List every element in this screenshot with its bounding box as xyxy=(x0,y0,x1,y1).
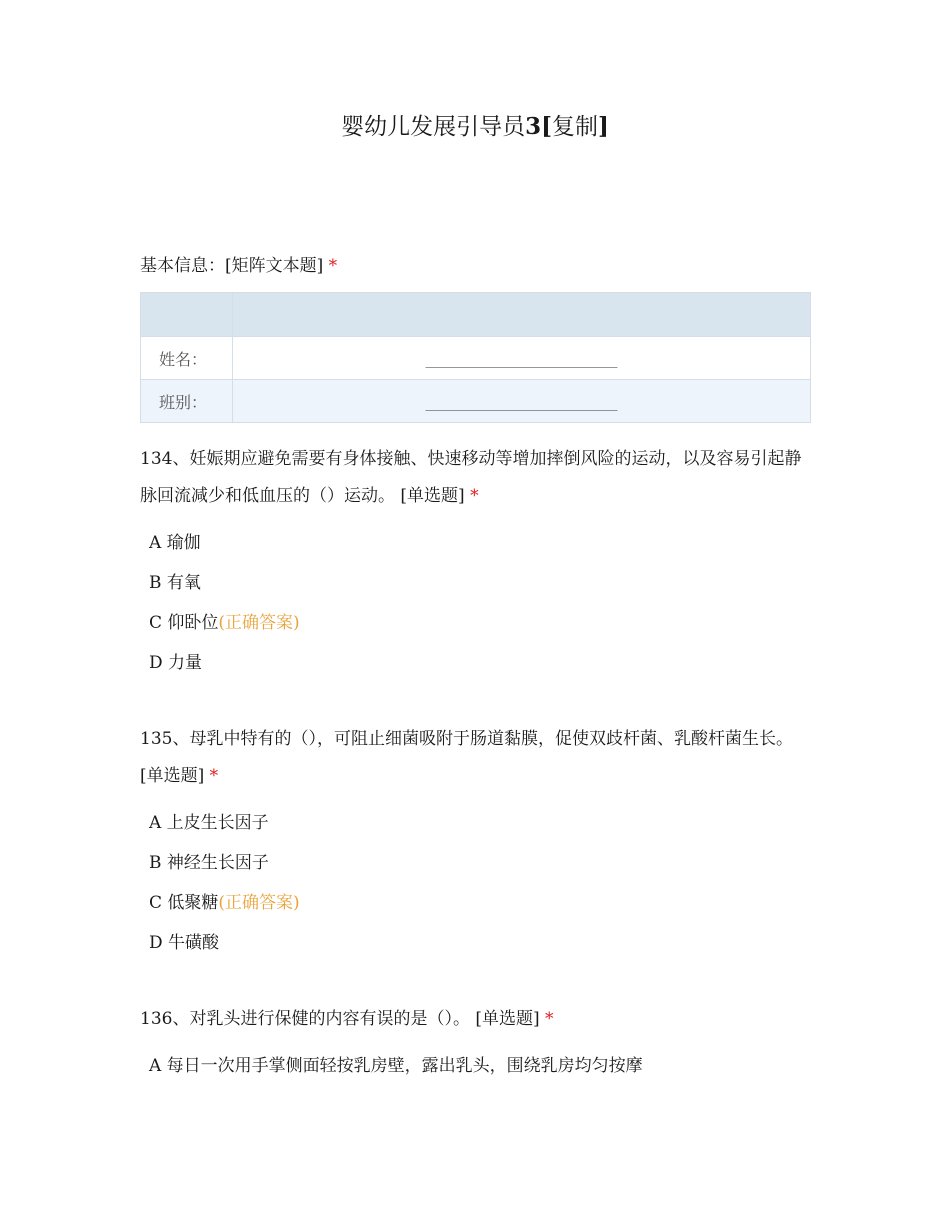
option-list xyxy=(140,1046,812,1086)
matrix-header-input-cell xyxy=(233,293,811,337)
title-copy: 复制 xyxy=(552,114,598,140)
option-text: A 上皮生长因子 xyxy=(149,813,269,833)
question-type-tag: [矩阵文本题] xyxy=(225,256,324,276)
matrix-row-class xyxy=(141,380,811,423)
option-a[interactable] xyxy=(149,523,812,563)
option-text: B 神经生长因子 xyxy=(149,853,269,873)
question-136 xyxy=(140,1001,812,1086)
question-type-tag: [单选题] xyxy=(140,766,205,786)
option-text: B 有氧 xyxy=(149,573,201,593)
required-marker: * xyxy=(209,766,219,786)
option-text: D 力量 xyxy=(149,653,203,673)
option-d[interactable] xyxy=(149,923,812,963)
question-text: 134、妊娠期应避免需要有身体接触、快速移动等增加摔倒风险的运动，以及容易引起静脉回流减少和低血压的（）运动。 xyxy=(140,449,802,506)
option-b[interactable] xyxy=(149,563,812,603)
option-text: C 低聚糖 xyxy=(149,893,219,913)
option-b[interactable] xyxy=(149,843,812,883)
matrix-row-name xyxy=(141,337,811,380)
option-text: C 仰卧位 xyxy=(149,613,219,633)
question-title xyxy=(140,1001,812,1038)
option-c[interactable] xyxy=(149,883,812,923)
option-c[interactable] xyxy=(149,603,812,643)
question-text: 136、对乳头进行保健的内容有误的是（）。 xyxy=(140,1009,470,1029)
class-input-blank[interactable]: ________________________ xyxy=(233,380,811,423)
matrix-header-label-cell xyxy=(141,293,233,337)
basic-info-label: 基本信息： xyxy=(140,256,225,276)
question-134 xyxy=(140,441,812,683)
option-a[interactable] xyxy=(149,1046,812,1086)
required-marker: * xyxy=(328,256,338,276)
option-list xyxy=(140,523,812,683)
option-a[interactable] xyxy=(149,803,812,843)
option-text: A 每日一次用手掌侧面轻按乳房壁，露出乳头，围绕乳房均匀按摩 xyxy=(149,1056,643,1076)
question-135 xyxy=(140,721,812,963)
correct-answer-note: (正确答案) xyxy=(218,613,300,633)
question-text: 135、母乳中特有的（），可阻止细菌吸附于肠道黏膜，促使双歧杆菌、乳酸杆菌生长。 xyxy=(140,729,793,749)
name-input-blank[interactable]: ________________________ xyxy=(233,337,811,380)
option-text: D 牛磺酸 xyxy=(149,933,220,953)
matrix-row-label: 班别： xyxy=(141,380,233,423)
question-type-tag: [单选题] xyxy=(400,486,465,506)
option-text: A 瑜伽 xyxy=(149,533,201,553)
option-list xyxy=(140,803,812,963)
required-marker: * xyxy=(545,1009,554,1029)
title-number: 3[ xyxy=(525,113,552,140)
correct-answer-note: (正确答案) xyxy=(218,893,300,913)
question-type-tag: [单选题] xyxy=(475,1009,540,1029)
question-title xyxy=(140,441,812,515)
matrix-header-row xyxy=(141,293,811,337)
basic-info-title xyxy=(140,248,812,285)
title-bracket: ] xyxy=(598,113,609,140)
option-d[interactable] xyxy=(149,643,812,683)
matrix-row-label: 姓名： xyxy=(141,337,233,380)
survey-content xyxy=(140,248,812,1086)
page-title xyxy=(0,110,950,144)
question-title xyxy=(140,721,812,795)
title-main: 婴幼儿发展引导员 xyxy=(341,114,526,140)
required-marker: * xyxy=(470,486,479,506)
basic-info-matrix xyxy=(140,292,811,423)
